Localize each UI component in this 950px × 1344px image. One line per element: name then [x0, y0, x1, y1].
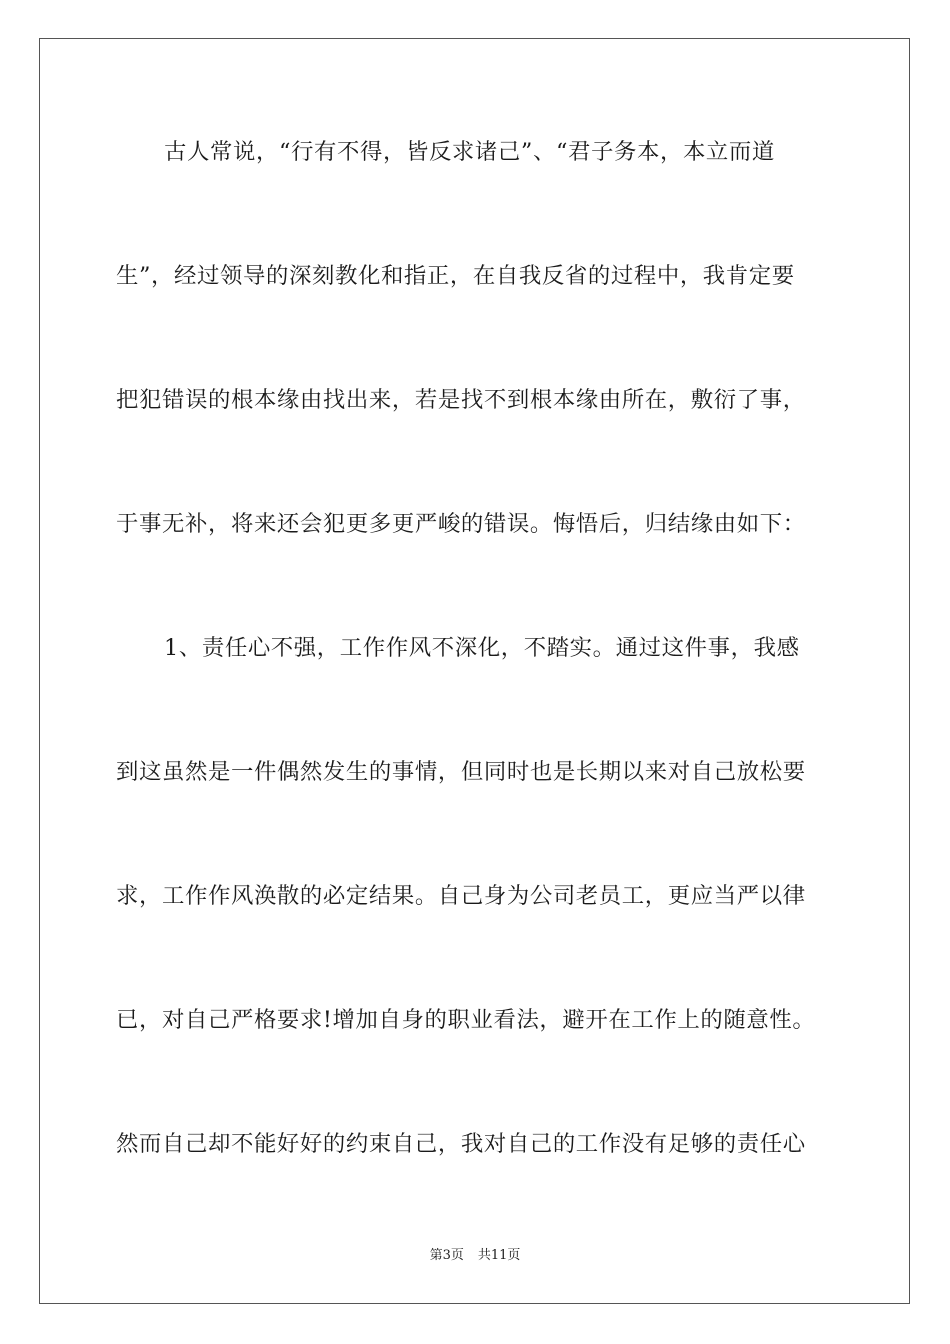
paragraph-line: 于事无补，将来还会犯更多更严峻的错误。悔悟后，归结缘由如下：	[116, 511, 806, 537]
page-footer	[0, 1248, 950, 1264]
paragraph-line: 然而自己却不能好好的约束自己，我对自己的工作没有足够的责任心	[116, 1131, 806, 1157]
page-number: 第3页	[429, 1248, 464, 1263]
paragraph-line: 1、责任心不强，工作作风不深化，不踏实。通过这件事，我感	[164, 635, 800, 661]
paragraph-line: 把犯错误的根本缘由找出来，若是找不到根本缘由所在，敷衍了事，	[116, 387, 806, 413]
paragraph-line: 求，工作作风涣散的必定结果。自己身为公司老员工，更应当严以律	[116, 883, 806, 909]
paragraph-line: 生”，经过领导的深刻教化和指正，在自我反省的过程中，我肯定要	[116, 263, 795, 289]
paragraph-line: 已，对自己严格要求!增加自身的职业看法，避开在工作上的随意性。	[116, 1007, 816, 1033]
page-total: 共11页	[477, 1248, 521, 1263]
paragraph-line: 古人常说，“行有不得，皆反求诸己”、“君子务本，本立而道	[164, 139, 775, 165]
document-body	[116, 124, 836, 1240]
paragraph-line: 到这虽然是一件偶然发生的事情，但同时也是长期以来对自己放松要	[116, 759, 806, 785]
